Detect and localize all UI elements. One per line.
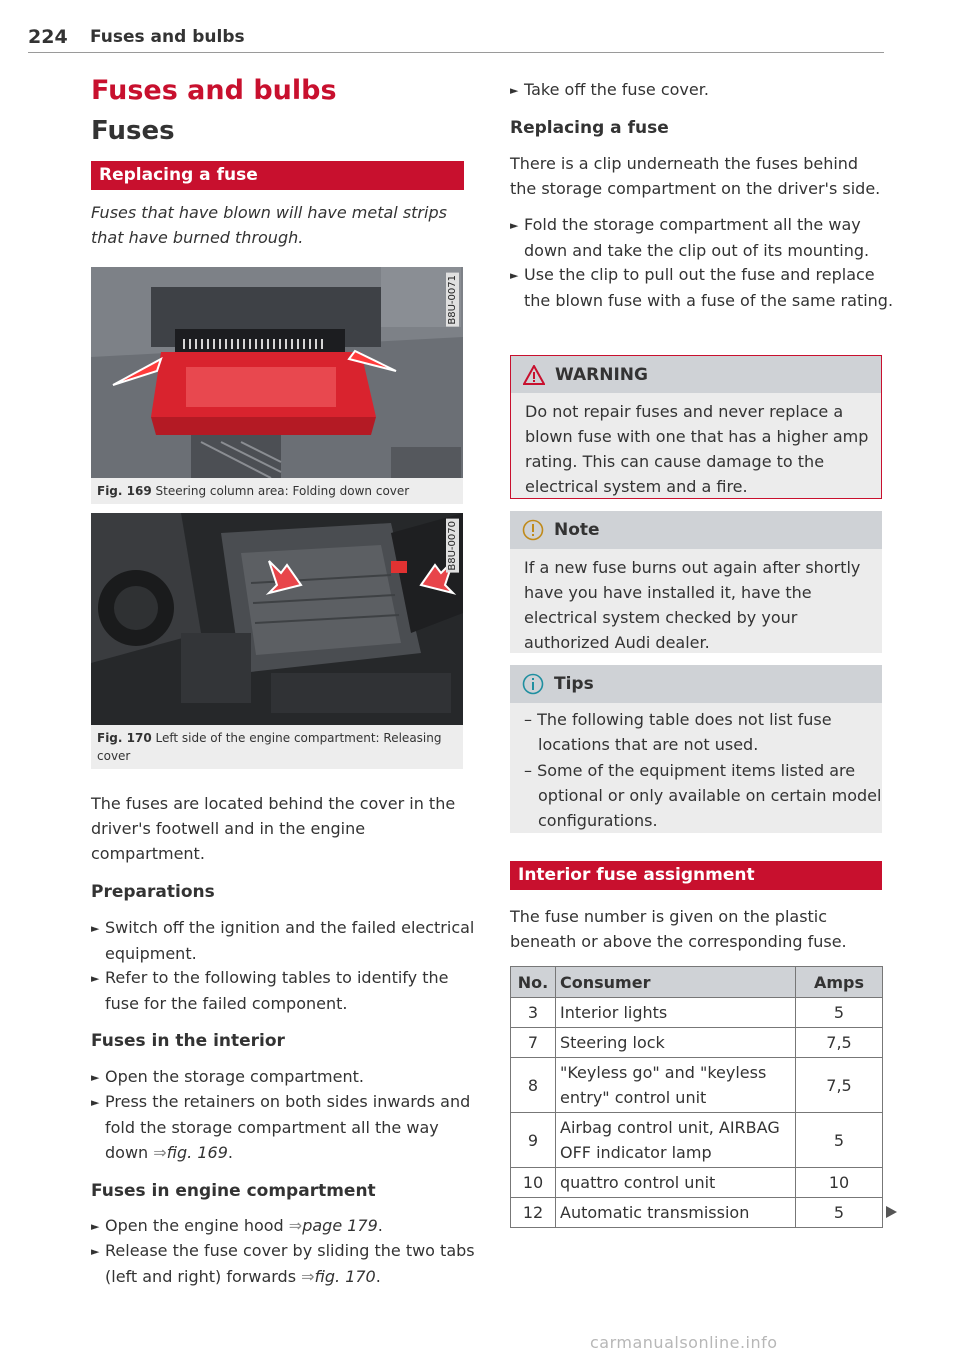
interior-heading: Fuses in the interior: [91, 1031, 285, 1051]
continue-arrow-icon: [886, 1206, 897, 1218]
page179-link[interactable]: page 179: [302, 1216, 378, 1235]
info-icon: [522, 673, 544, 695]
bullet-item: ► Take off the fuse cover.: [510, 77, 896, 103]
table-row: 9 Airbag control unit, AIRBAG OFF indicator lamp 5: [511, 1113, 883, 1168]
bullet-triangle-icon: ►: [91, 1220, 100, 1233]
note-header: [510, 511, 882, 549]
fuse-number-paragraph: The fuse number is given on the plastic beneath or above the corresponding fuse.: [510, 907, 847, 951]
table-row: 10 quattro control unit 10: [511, 1168, 883, 1198]
warning-triangle-icon: [523, 365, 545, 385]
bullet-item: ► Open the storage compartment.: [91, 1064, 477, 1090]
fig169-code: B8U-0071: [447, 275, 458, 325]
col-header-amps: Amps: [796, 967, 883, 998]
clip-paragraph: There is a clip underneath the fuses behind the storage compartment on the driver's side.: [510, 154, 881, 198]
fig170-caption-text: Left side of the engine compartment: Releasing cover: [97, 731, 442, 763]
engine-heading: Fuses in engine compartment: [91, 1181, 376, 1201]
section-title: Fuses: [91, 116, 175, 146]
bullet-item: ► Release the fuse cover by sliding the two tabs (left and right) forwards ⇒fig. 170.: [91, 1241, 475, 1286]
warning-header: [510, 355, 882, 393]
note-text: If a new fuse burns out again after shortly have you have installed it, have the electrical system checked by your authorized Audi dealer.: [510, 549, 882, 653]
header-divider: [28, 52, 884, 53]
fig170-code: B8U-0070: [447, 521, 458, 571]
intro-text: Fuses that have blown will have metal strips that have burned through.: [91, 203, 447, 247]
preparations-heading: Preparations: [91, 882, 215, 902]
fig170-image: [91, 513, 463, 725]
table-row: 12 Automatic transmission 5: [511, 1198, 883, 1228]
table-header-row: [511, 967, 883, 998]
bullet-item: ► Use the clip to pull out the fuse and replace the blown fuse with a fuse of the same rating.: [510, 265, 894, 310]
subsection-heading: Replacing a fuse: [91, 161, 464, 190]
table-row: 7 Steering lock 7,5: [511, 1028, 883, 1058]
fig169-image: [91, 267, 463, 478]
arrow-ref-icon: ⇒: [301, 1267, 315, 1286]
fig169-caption: [91, 478, 463, 504]
replacing-heading: Replacing a fuse: [510, 118, 669, 138]
bullet-item: ► Fold the storage compartment all the way down and take the clip out of its mounting.: [510, 215, 870, 260]
tips-title: Tips: [554, 674, 594, 694]
fig169-label: Fig. 169: [97, 484, 152, 498]
chapter-title: Fuses and bulbs: [91, 75, 337, 106]
warning-title: WARNING: [555, 365, 648, 385]
bullet-triangle-icon: ►: [91, 1071, 100, 1084]
tips-item: – The following table does not list fuse locations that are not used.: [524, 710, 832, 754]
bullet-item: ► Open the engine hood ⇒page 179.: [91, 1213, 477, 1239]
fig170-link[interactable]: fig. 170: [314, 1267, 376, 1286]
bullet-triangle-icon: ►: [91, 972, 100, 985]
fuse-table: [510, 966, 883, 1228]
tips-item: – Some of the equipment items listed are optional or only available on certain model configurations.: [524, 761, 882, 830]
table-row: 3 Interior lights 5: [511, 998, 883, 1028]
bullet-item: ► Switch off the ignition and the failed electrical equipment.: [91, 918, 475, 963]
running-header: Fuses and bulbs: [90, 27, 245, 47]
table-row: 8 "Keyless go" and "keyless entry" control unit 7,5: [511, 1058, 883, 1113]
note-exclamation-icon: [522, 519, 544, 541]
note-title: Note: [554, 520, 600, 540]
location-paragraph: The fuses are located behind the cover in the driver's footwell and in the engine compartment.: [91, 794, 456, 863]
col-header-no: No.: [511, 967, 556, 998]
bullet-triangle-icon: ►: [91, 1096, 100, 1109]
watermark: carmanualsonline.info: [590, 1333, 778, 1352]
bullet-triangle-icon: ►: [91, 1245, 100, 1258]
bullet-item: ► Refer to the following tables to identify the fuse for the failed component.: [91, 968, 449, 1013]
steering-column-photo: [91, 267, 463, 478]
fig169-caption-text: Steering column area: Folding down cover: [155, 484, 410, 498]
arrow-ref-icon: ⇒: [288, 1216, 303, 1235]
bullet-triangle-icon: ►: [510, 219, 519, 232]
warning-text: Do not repair fuses and never replace a blown fuse with one that has a higher amp rating. This can cause damage to the electrical system and a fire.: [510, 393, 882, 499]
fig170-caption: [91, 725, 463, 769]
bullet-triangle-icon: ►: [510, 84, 519, 97]
fig169-link[interactable]: fig. 169: [166, 1143, 228, 1162]
arrow-ref-icon: ⇒: [153, 1143, 167, 1162]
bullet-item: ► Press the retainers on both sides inwards and fold the storage compartment all the way down ⇒fig. 169.: [91, 1092, 471, 1162]
interior-fuse-heading: Interior fuse assignment: [510, 861, 882, 890]
bullet-triangle-icon: ►: [91, 922, 100, 935]
col-header-consumer: Consumer: [556, 967, 796, 998]
bullet-triangle-icon: ►: [510, 269, 519, 282]
engine-compartment-photo: [91, 513, 463, 725]
page-number: 224: [28, 26, 68, 48]
tips-header: [510, 665, 882, 703]
fig170-label: Fig. 170: [97, 731, 152, 745]
